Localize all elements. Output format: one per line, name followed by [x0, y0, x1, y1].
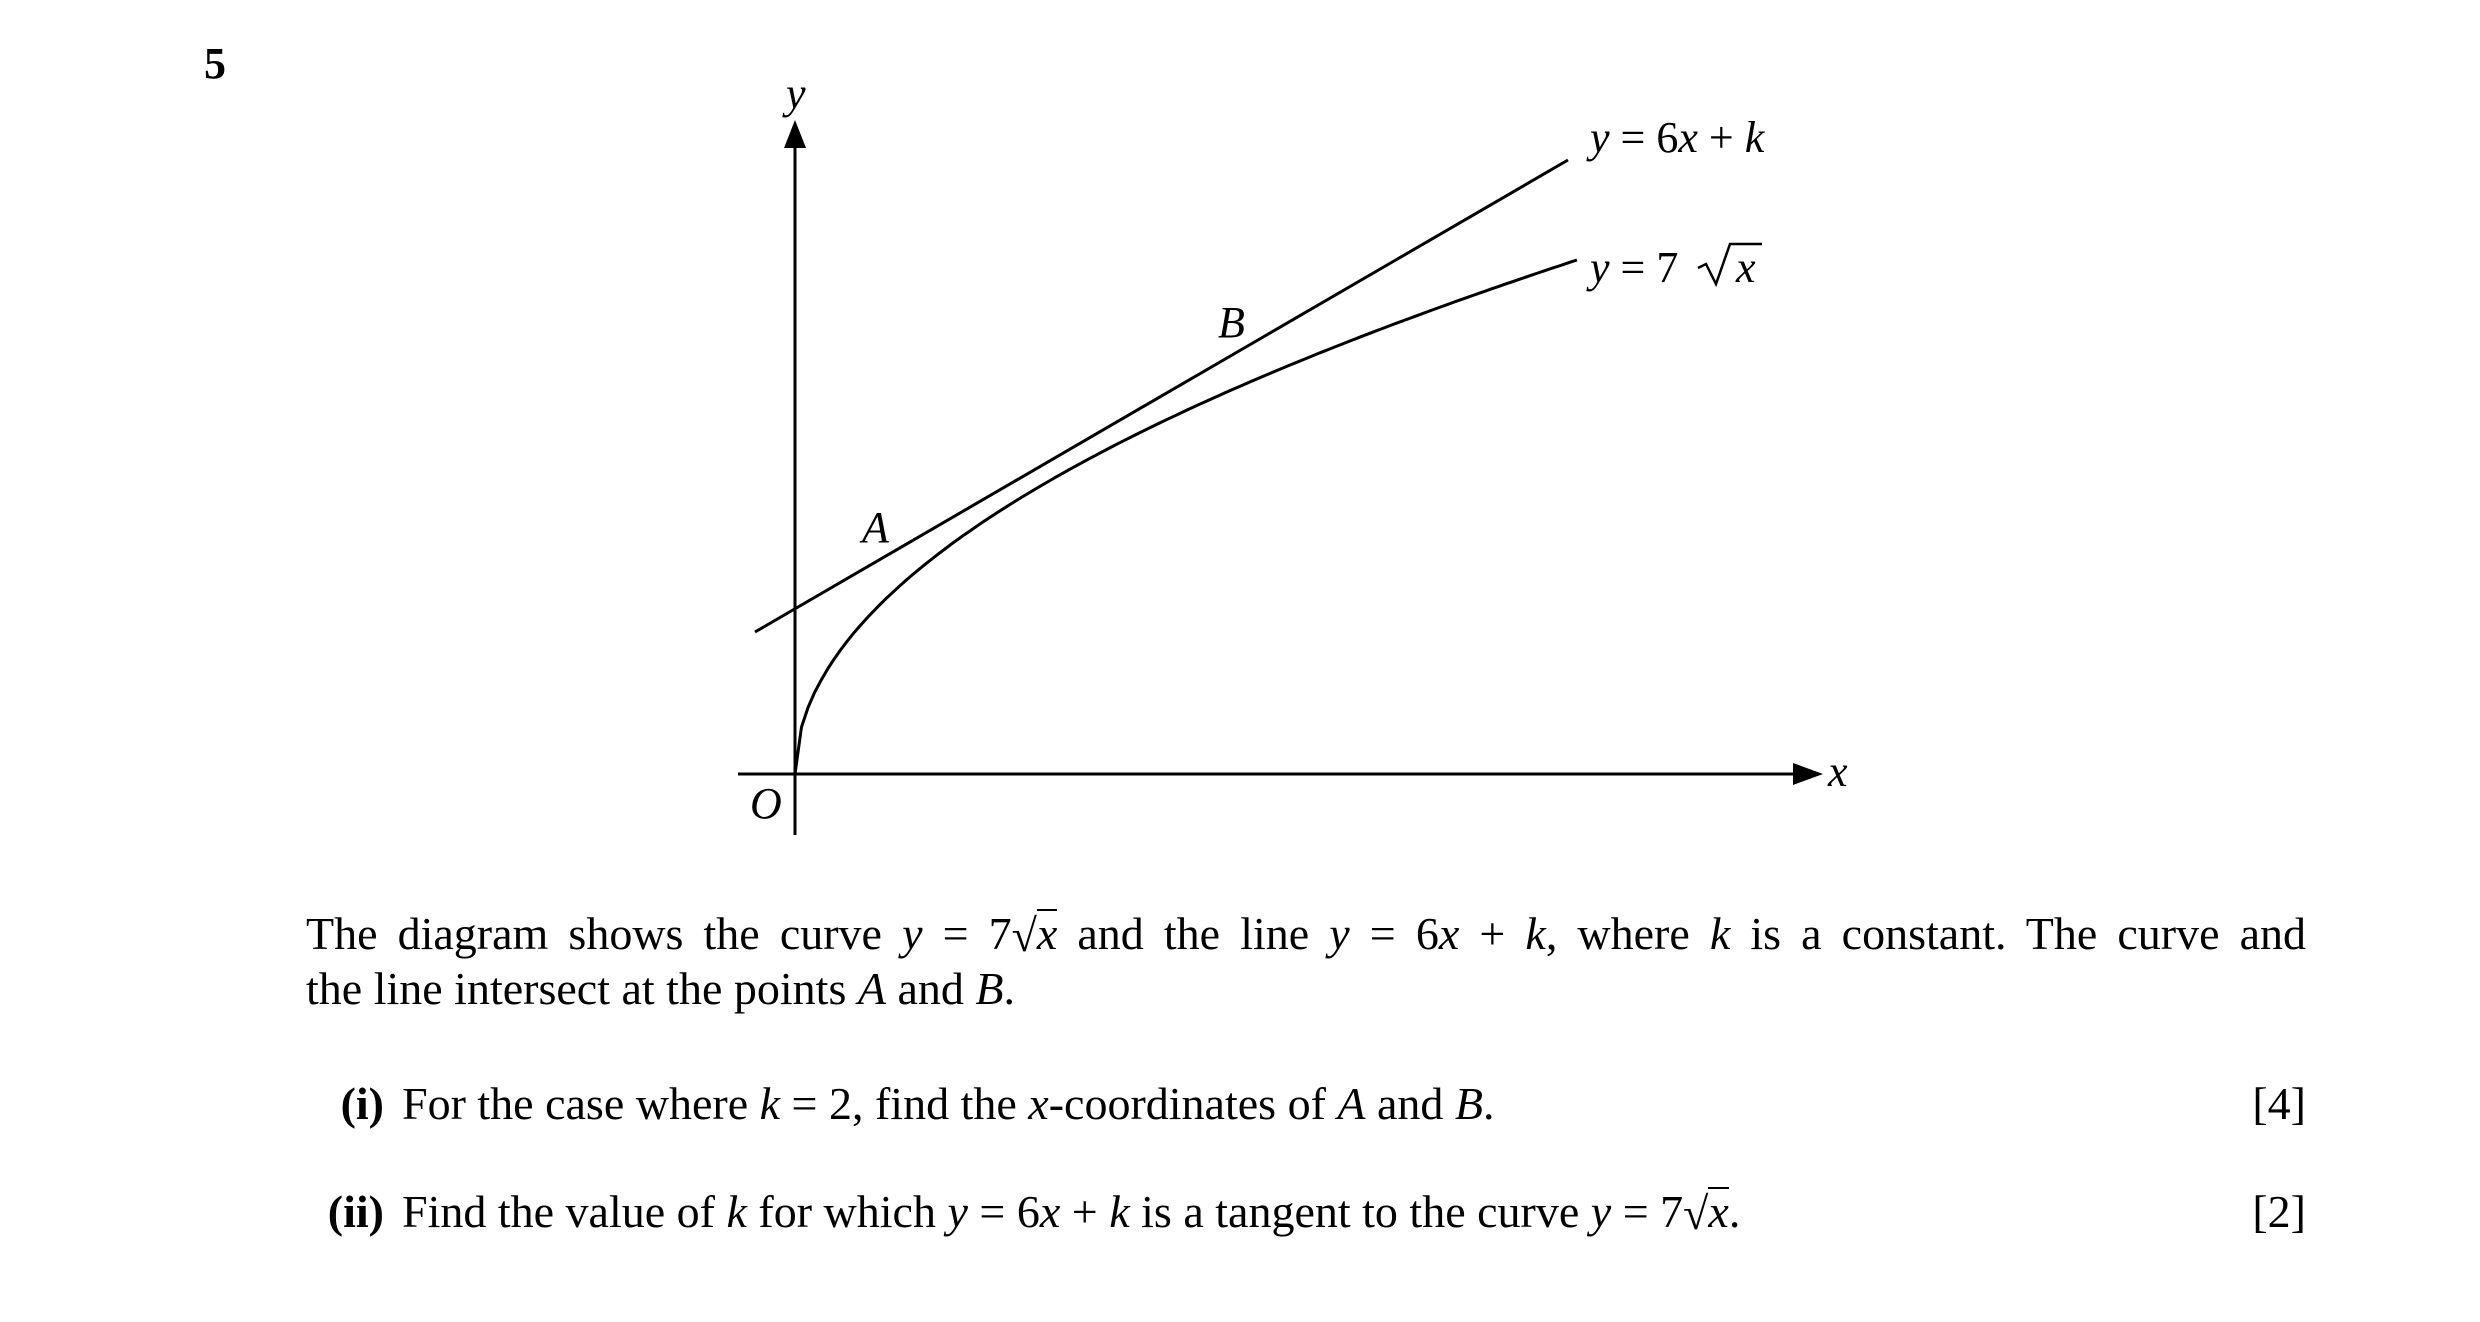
line-y-6x-k: [755, 160, 1568, 632]
intro-var-y: y: [902, 908, 923, 959]
part-text-run: and: [1365, 1078, 1455, 1129]
intro-text: , where: [1545, 908, 1710, 959]
part-text-run: -coordinates of: [1048, 1078, 1338, 1129]
part-var-y: y: [1590, 1186, 1612, 1237]
part-var-x: x: [1708, 1186, 1729, 1237]
intro-text: .: [1003, 963, 1015, 1014]
point-a-label: A: [862, 503, 889, 552]
part-text-run: .: [1483, 1078, 1495, 1129]
intro-text: = 7: [922, 908, 1012, 959]
part-text-run: = 6: [967, 1186, 1040, 1237]
intro-var-y: y: [1329, 908, 1350, 959]
intro-text: and: [885, 963, 976, 1014]
intro-text: and the line: [1057, 908, 1330, 959]
part-text: [402, 1076, 1495, 1132]
y-axis-arrow-icon: [784, 120, 806, 148]
curve-label-eq: = 7: [1609, 243, 1679, 292]
part-marks: [2]: [2252, 1186, 2306, 1237]
part-text-run: .: [1728, 1186, 1741, 1237]
part-text-run: = 7: [1611, 1186, 1684, 1237]
part-label: (i): [340, 1078, 384, 1129]
part-text: [402, 1184, 1740, 1240]
intro-text: is a constant. The curve and: [1730, 908, 2306, 959]
line-label-plus: +: [1697, 113, 1745, 162]
intro-text: +: [1459, 908, 1526, 959]
part-var-y: y: [947, 1186, 968, 1237]
curve-label-y: y: [1590, 243, 1610, 292]
axis-y-label: y: [786, 69, 806, 118]
part-label: (ii): [327, 1186, 384, 1237]
part-text-run: +: [1060, 1186, 1110, 1237]
line-label-x: x: [1678, 113, 1698, 162]
line-label-rest: = 6: [1609, 113, 1679, 162]
part-text-run: Find the value of: [402, 1186, 727, 1237]
line-equation-label: [1586, 113, 1766, 162]
part-var-k: k: [1109, 1186, 1130, 1237]
intro-paragraph: [306, 906, 2306, 1016]
intro-text: the line intersect at the points: [306, 963, 858, 1014]
intro-text: = 6: [1349, 908, 1439, 959]
curve-equation-label: [1586, 243, 1678, 292]
intro-line-1: [306, 906, 2306, 961]
axis-x-label: x: [1828, 747, 1848, 796]
intro-var-b: B: [975, 963, 1004, 1014]
intro-var-a: A: [857, 963, 886, 1014]
sqrt-expression: [1012, 908, 1058, 959]
intro-var-x: x: [1438, 908, 1460, 959]
question-number: 5: [204, 39, 226, 88]
part-var-b: B: [1454, 1078, 1484, 1129]
question-part-i: [306, 1076, 2306, 1132]
intro-var-k: k: [1709, 908, 1731, 959]
part-var-x: x: [1028, 1078, 1049, 1129]
curve-y-7-root-x: [795, 260, 1577, 774]
intro-line-2: [306, 961, 2306, 1016]
intro-var-x: x: [1036, 908, 1058, 959]
sqrt-expression: [1683, 1186, 1729, 1237]
part-text-run: For the case where: [402, 1078, 760, 1129]
part-marks: [4]: [2252, 1078, 2306, 1129]
question-part-ii: [306, 1184, 2306, 1240]
part-text-run: is a tangent to the curve: [1129, 1186, 1591, 1237]
point-b-label: B: [1218, 298, 1245, 347]
intro-var-k: k: [1525, 908, 1546, 959]
part-var-k: k: [726, 1186, 747, 1237]
line-label-k: k: [1744, 113, 1765, 162]
part-var-k: k: [759, 1078, 781, 1129]
part-text-run: = 2, find the: [780, 1078, 1029, 1129]
radical-sign-icon: √: [1011, 910, 1037, 961]
part-var-a: A: [1337, 1078, 1366, 1129]
origin-label: O: [750, 779, 782, 828]
line-label-y: y: [1590, 113, 1610, 162]
curve-label-x: x: [1736, 243, 1756, 292]
radical-sign-icon: √: [1683, 1188, 1709, 1239]
intro-text: The diagram shows the curve: [306, 908, 903, 959]
part-var-x: x: [1039, 1186, 1061, 1237]
x-axis-arrow-icon: [1793, 763, 1823, 785]
part-text-run: for which: [746, 1186, 948, 1237]
